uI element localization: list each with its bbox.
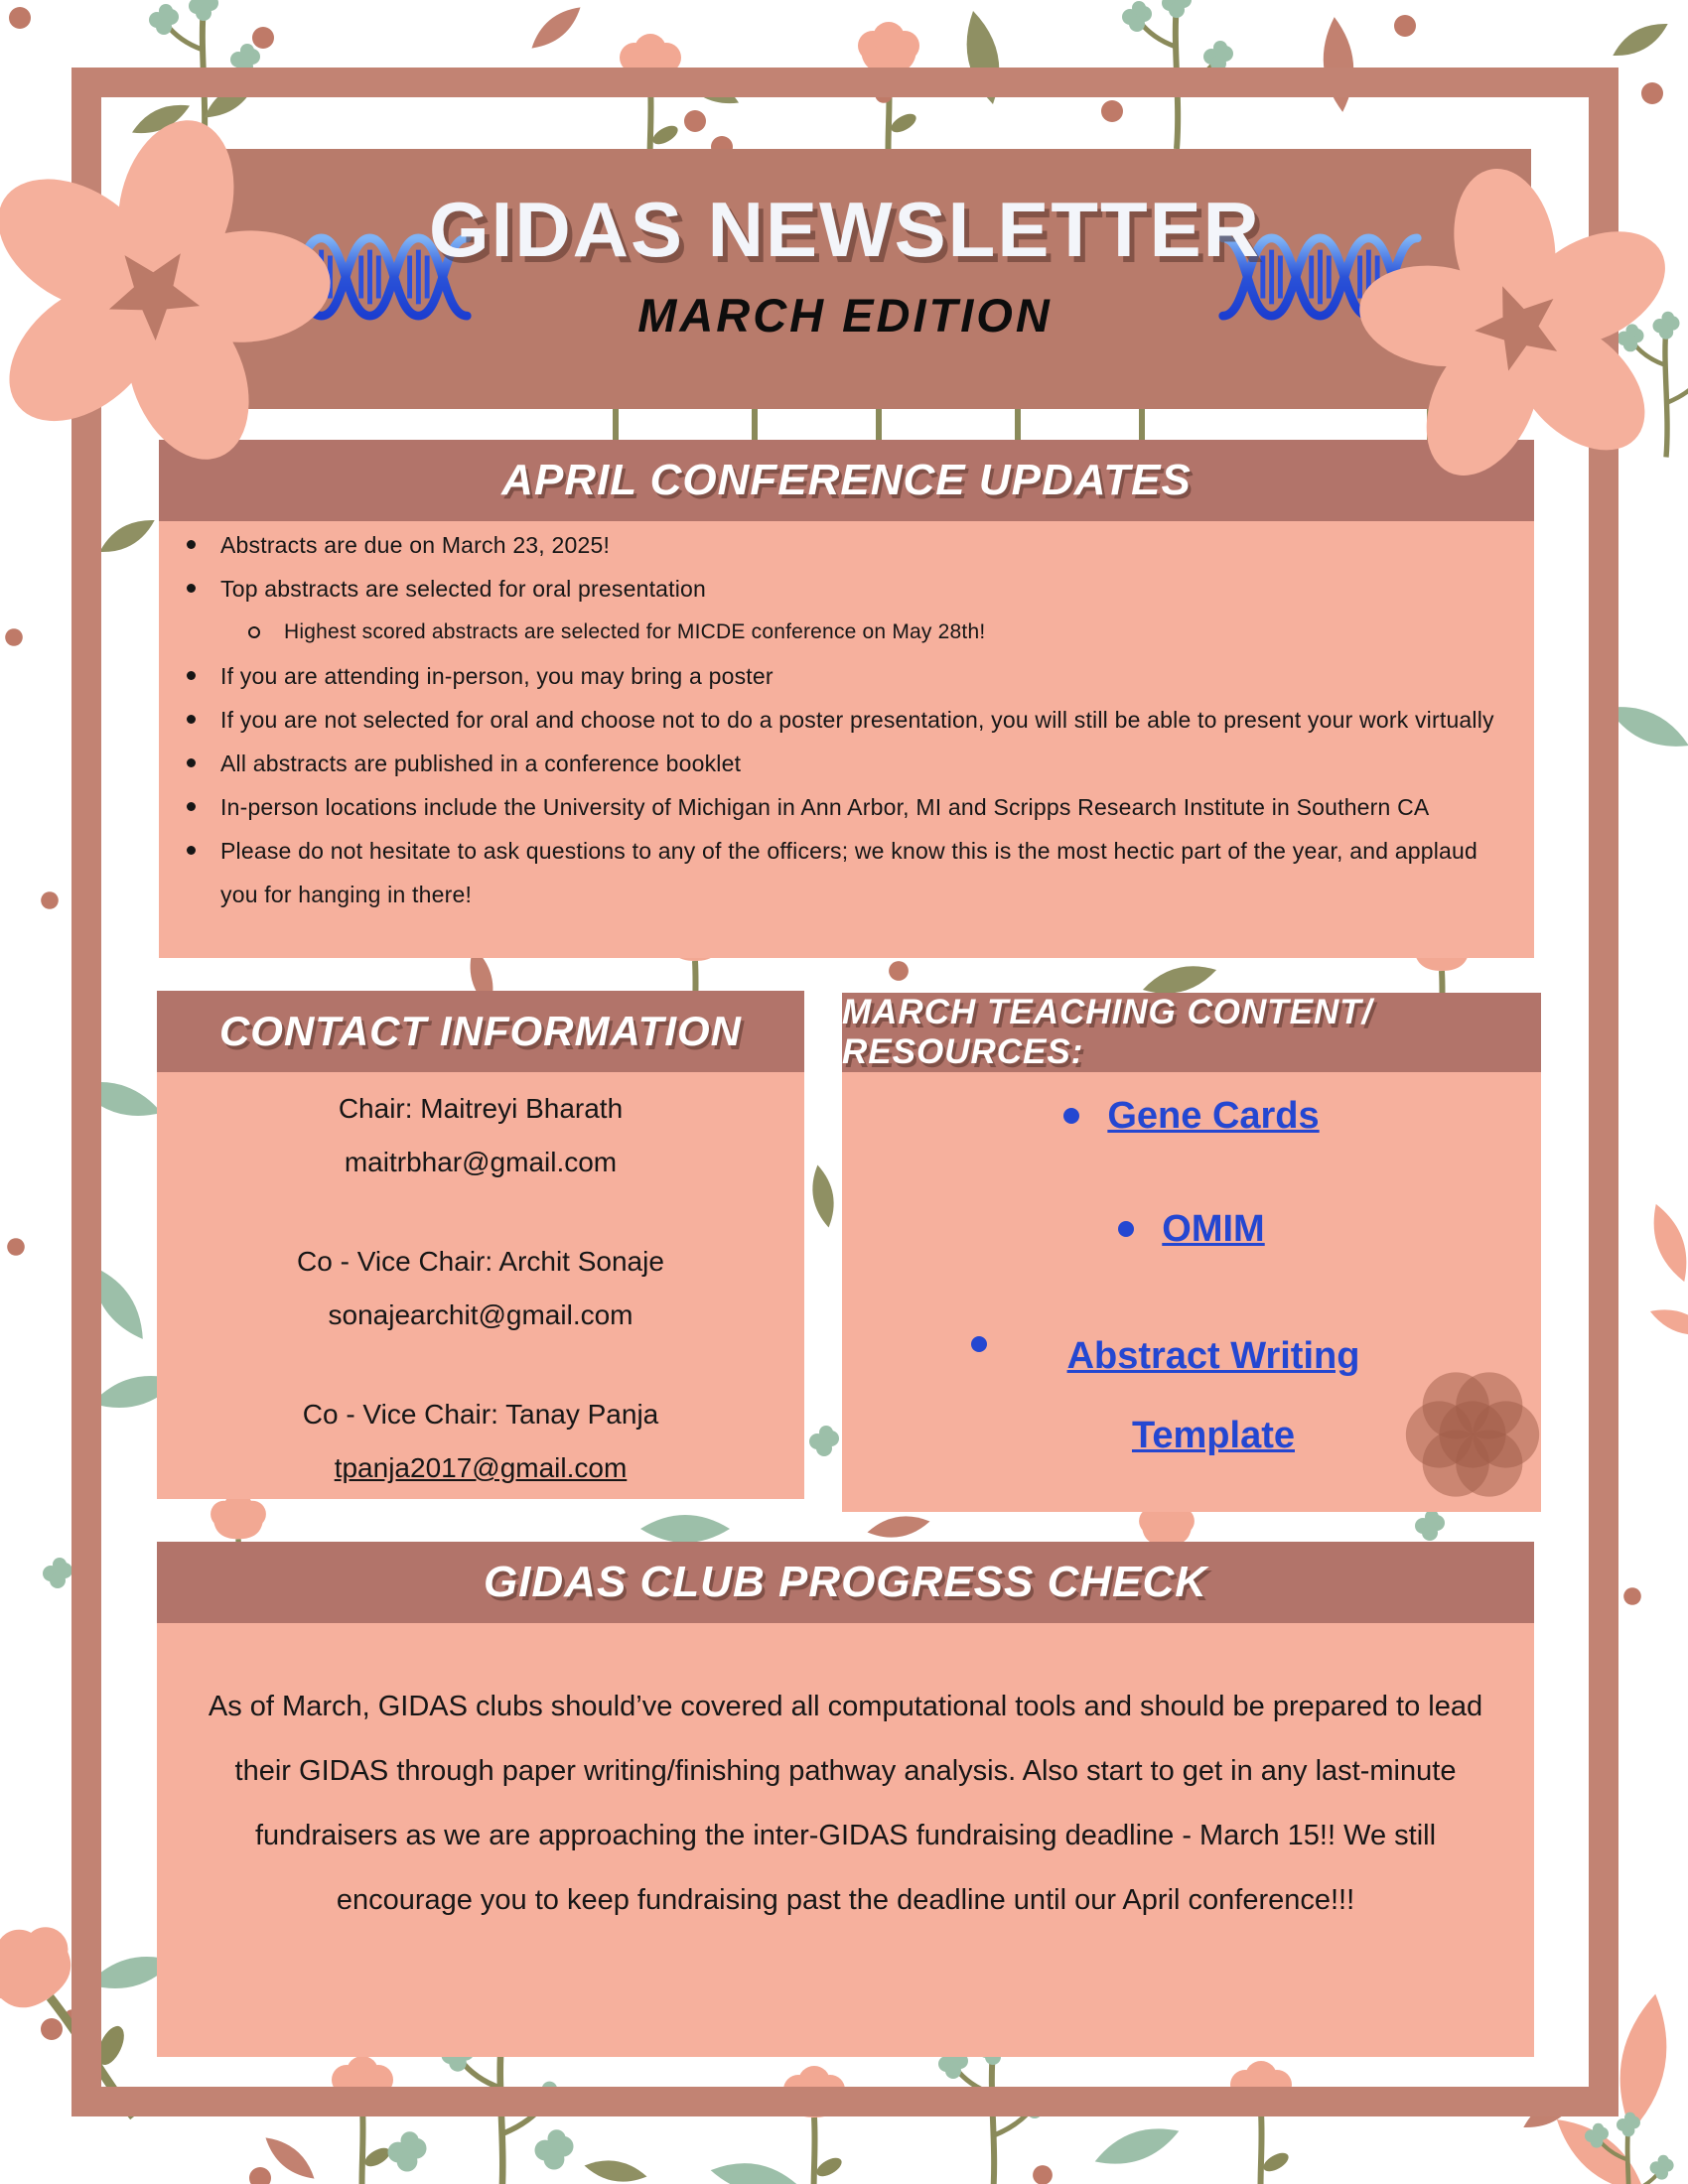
contact-email: sonajearchit@gmail.com	[328, 1299, 633, 1330]
section-heading-label: MARCH TEACHING CONTENT/ RESOURCES:	[842, 993, 1373, 1071]
list-item: Top abstracts are selected for oral presentation	[220, 567, 1512, 611]
section-heading	[157, 991, 804, 1072]
bullet-icon	[1118, 1221, 1134, 1237]
bullet-icon	[1063, 1108, 1079, 1124]
section-heading	[159, 440, 1534, 521]
section-heading	[157, 1542, 1534, 1623]
section-heading	[842, 993, 1541, 1072]
resource-link-gene-cards[interactable]: Gene Cards	[1107, 1095, 1320, 1137]
section-april-conference-updates	[159, 440, 1534, 958]
contact-entry	[157, 1235, 804, 1342]
list-item: Please do not hesitate to ask questions to any of the officers; we know this is the most hectic part of the year, and applaud you for hanging in there!	[220, 829, 1512, 916]
contact-entry	[157, 1388, 804, 1495]
contact-role: Co - Vice Chair: Tanay Panja	[302, 1399, 659, 1430]
list-item: If you are not selected for oral and choose not to do a poster presentation, you will still be able to present your work virtually	[220, 698, 1512, 742]
bullet-icon	[971, 1336, 987, 1352]
newsletter-title: GIDAS NEWSLETTER	[428, 186, 1261, 273]
contact-role: Co - Vice Chair: Archit Sonaje	[297, 1246, 664, 1277]
newsletter-edition: MARCH EDITION	[637, 289, 1053, 341]
section-body	[842, 1072, 1541, 1512]
progress-paragraph: As of March, GIDAS clubs should’ve covered all computational tools and should be prepared to lead their GIDAS through paper writing/finishing pathway analysis. Also start to get in any last-minute fundraisers as we are approaching the inter-GIDAS fundraising deadline - March 15!! We still encourage you to keep fundraising past the deadline until our April conference!!!	[208, 1691, 1483, 1916]
list-sub-item: Highest scored abstracts are selected for MICDE conference on May 28th!	[220, 611, 1512, 654]
list-item: All abstracts are published in a conference booklet	[220, 742, 1512, 785]
section-teaching-resources	[842, 993, 1541, 1512]
resource-row	[1063, 1088, 1319, 1144]
section-heading-label: CONTACT INFORMATION	[218, 1008, 743, 1054]
resource-row	[971, 1316, 1412, 1475]
conference-updates-list	[159, 521, 1534, 916]
header-banner	[159, 149, 1531, 409]
section-body	[157, 1072, 804, 1499]
resource-row	[1118, 1201, 1264, 1257]
section-progress-check	[157, 1542, 1534, 2057]
section-heading-label: GIDAS CLUB PROGRESS CHECK	[483, 1558, 1208, 1606]
section-body	[157, 1623, 1534, 2057]
contact-email-link[interactable]: tpanja2017@gmail.com	[334, 1452, 628, 1483]
resource-link-omim[interactable]: OMIM	[1162, 1208, 1265, 1250]
list-item: If you are attending in-person, you may bring a poster	[220, 654, 1512, 698]
list-item: Abstracts are due on March 23, 2025!	[220, 523, 1512, 567]
list-item: In-person locations include the University of Michigan in Ann Arbor, MI and Scripps Research Institute in Southern CA	[220, 785, 1512, 829]
section-heading-label: APRIL CONFERENCE UPDATES	[501, 456, 1192, 504]
contact-email: maitrbhar@gmail.com	[344, 1147, 618, 1177]
resource-link-abstract-template[interactable]: Abstract Writing Template	[1066, 1335, 1360, 1456]
contact-entry	[157, 1082, 804, 1189]
section-body	[159, 521, 1534, 958]
contact-role: Chair: Maitreyi Bharath	[338, 1093, 624, 1124]
section-contact-information	[157, 991, 804, 1499]
